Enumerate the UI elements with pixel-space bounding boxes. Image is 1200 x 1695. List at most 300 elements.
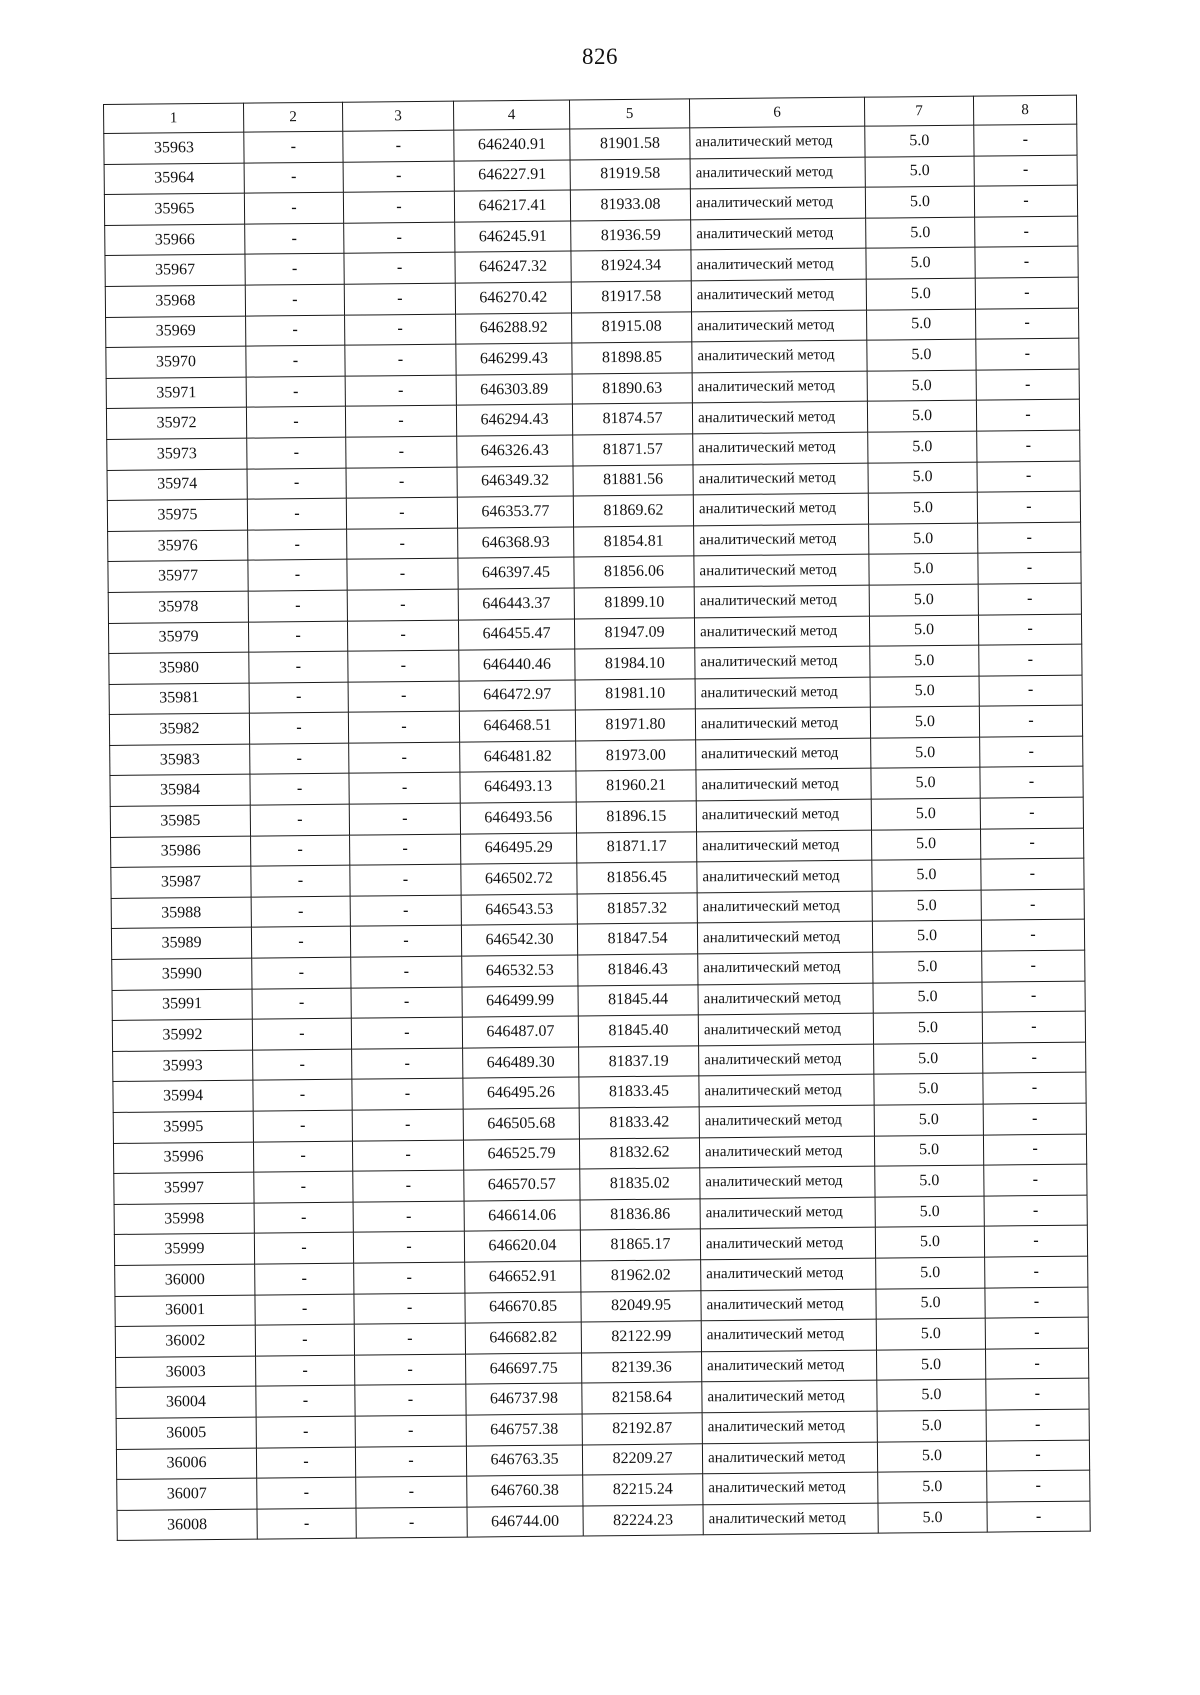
x-coordinate-cell: 646543.53: [461, 894, 577, 926]
column-header: 5: [569, 99, 689, 129]
cell-col3: -: [344, 283, 455, 315]
x-coordinate-cell: 646487.07: [462, 1016, 578, 1048]
y-coordinate-cell: 82192.87: [582, 1413, 702, 1445]
method-cell: аналитический метод: [702, 1380, 877, 1412]
y-coordinate-cell: 81833.42: [579, 1107, 699, 1139]
y-coordinate-cell: 81890.63: [572, 373, 692, 405]
cell-col2: -: [255, 1263, 354, 1295]
cell-col8: -: [978, 583, 1081, 615]
y-coordinate-cell: 81881.56: [573, 464, 693, 496]
y-coordinate-cell: 81874.57: [572, 403, 692, 435]
method-cell: аналитический метод: [697, 860, 872, 892]
point-number-cell: 35977: [108, 560, 248, 592]
cell-col2: -: [248, 559, 347, 591]
cell-col2: -: [252, 957, 351, 989]
cell-col3: -: [353, 1201, 464, 1233]
cell-col2: -: [254, 1202, 353, 1234]
method-cell: аналитический метод: [703, 1503, 878, 1535]
method-cell: аналитический метод: [690, 157, 865, 189]
method-cell: аналитический метод: [696, 769, 871, 801]
y-coordinate-cell: 81899.10: [574, 587, 694, 619]
cell-col8: -: [980, 828, 1083, 860]
cell-col3: -: [350, 864, 461, 896]
point-number-cell: 35980: [109, 652, 249, 684]
point-number-cell: 36006: [116, 1448, 256, 1480]
method-cell: аналитический метод: [692, 402, 867, 434]
cell-col2: -: [252, 988, 351, 1020]
y-coordinate-cell: 82209.27: [582, 1443, 702, 1475]
method-cell: аналитический метод: [693, 432, 868, 464]
y-coordinate-cell: 82049.95: [581, 1290, 701, 1322]
coordinates-table: [103, 95, 1091, 1542]
cell-col2: -: [251, 927, 350, 959]
method-cell: аналитический метод: [702, 1350, 877, 1382]
method-cell: аналитический метод: [694, 585, 869, 617]
accuracy-cell: 5.0: [876, 1318, 985, 1350]
y-coordinate-cell: 82224.23: [583, 1505, 703, 1537]
point-number-cell: 35990: [112, 958, 252, 990]
cell-col2: -: [246, 345, 345, 377]
column-header: 4: [453, 100, 569, 130]
cell-col3: -: [348, 681, 459, 713]
x-coordinate-cell: 646744.00: [467, 1506, 583, 1538]
cell-col3: -: [355, 1384, 466, 1416]
y-coordinate-cell: 81915.08: [572, 311, 692, 343]
cell-col8: -: [976, 308, 1079, 340]
cell-col3: -: [348, 711, 459, 743]
method-cell: аналитический метод: [698, 983, 873, 1015]
cell-col8: -: [984, 1164, 1087, 1196]
accuracy-cell: 5.0: [875, 1226, 984, 1258]
accuracy-cell: 5.0: [875, 1196, 984, 1228]
x-coordinate-cell: 646532.53: [462, 955, 578, 987]
method-cell: аналитический метод: [698, 952, 873, 984]
point-number-cell: 36001: [115, 1295, 255, 1327]
accuracy-cell: 5.0: [874, 1135, 983, 1167]
cell-col2: -: [256, 1416, 355, 1448]
x-coordinate-cell: 646245.91: [455, 221, 571, 253]
method-cell: аналитический метод: [691, 279, 866, 311]
x-coordinate-cell: 646737.98: [466, 1383, 582, 1415]
accuracy-cell: 5.0: [866, 278, 975, 310]
method-cell: аналитический метод: [694, 554, 869, 586]
cell-col2: -: [250, 774, 349, 806]
method-cell: аналитический метод: [692, 340, 867, 372]
y-coordinate-cell: 81936.59: [571, 220, 691, 252]
cell-col2: -: [246, 376, 345, 408]
x-coordinate-cell: 646217.41: [454, 190, 570, 222]
method-cell: аналитический метод: [699, 1075, 874, 1107]
method-cell: аналитический метод: [694, 616, 869, 648]
method-cell: аналитический метод: [690, 126, 865, 158]
accuracy-cell: 5.0: [876, 1349, 985, 1381]
x-coordinate-cell: 646240.91: [454, 129, 570, 161]
x-coordinate-cell: 646270.42: [455, 282, 571, 314]
method-cell: аналитический метод: [698, 1013, 873, 1045]
x-coordinate-cell: 646763.35: [466, 1444, 582, 1476]
y-coordinate-cell: 81962.02: [581, 1260, 701, 1292]
cell-col3: -: [349, 742, 460, 774]
cell-col8: -: [976, 399, 1079, 431]
cell-col3: -: [347, 589, 458, 621]
method-cell: аналитический метод: [692, 310, 867, 342]
cell-col8: -: [977, 430, 1080, 462]
cell-col8: -: [985, 1348, 1088, 1380]
point-number-cell: 35976: [108, 530, 248, 562]
cell-col3: -: [356, 1507, 467, 1539]
method-cell: аналитический метод: [702, 1411, 877, 1443]
point-number-cell: 35968: [105, 285, 245, 317]
accuracy-cell: 5.0: [877, 1410, 986, 1442]
cell-col3: -: [349, 773, 460, 805]
method-cell: аналитический метод: [696, 799, 871, 831]
x-coordinate-cell: 646368.93: [458, 527, 574, 559]
x-coordinate-cell: 646247.32: [455, 251, 571, 283]
accuracy-cell: 5.0: [867, 370, 976, 402]
point-number-cell: 35998: [114, 1203, 254, 1235]
cell-col2: -: [248, 529, 347, 561]
y-coordinate-cell: 81856.45: [577, 862, 697, 894]
x-coordinate-cell: 646499.99: [462, 986, 578, 1018]
cell-col8: -: [983, 1134, 1086, 1166]
y-coordinate-cell: 81917.58: [571, 281, 691, 313]
point-number-cell: 35964: [104, 163, 244, 195]
y-coordinate-cell: 81854.81: [574, 526, 694, 558]
method-cell: аналитический метод: [691, 218, 866, 250]
y-coordinate-cell: 81924.34: [571, 250, 691, 282]
cell-col2: -: [250, 743, 349, 775]
cell-col2: -: [256, 1447, 355, 1479]
x-coordinate-cell: 646227.91: [454, 160, 570, 192]
y-coordinate-cell: 81865.17: [580, 1229, 700, 1261]
point-number-cell: 35979: [108, 622, 248, 654]
cell-col3: -: [351, 1017, 462, 1049]
y-coordinate-cell: 81973.00: [576, 740, 696, 772]
accuracy-cell: 5.0: [868, 462, 977, 494]
accuracy-cell: 5.0: [874, 1104, 983, 1136]
cell-col2: -: [253, 1110, 352, 1142]
cell-col8: -: [980, 736, 1083, 768]
point-number-cell: 35984: [110, 775, 250, 807]
cell-col3: -: [354, 1262, 465, 1294]
accuracy-cell: 5.0: [877, 1441, 986, 1473]
cell-col8: -: [977, 491, 1080, 523]
point-number-cell: 35995: [113, 1111, 253, 1143]
point-number-cell: 35965: [104, 193, 244, 225]
method-cell: аналитический метод: [702, 1442, 877, 1474]
point-number-cell: 35986: [111, 836, 251, 868]
cell-col8: -: [982, 1011, 1085, 1043]
y-coordinate-cell: 81960.21: [576, 770, 696, 802]
cell-col3: -: [346, 467, 457, 499]
cell-col8: -: [986, 1409, 1089, 1441]
accuracy-cell: 5.0: [878, 1502, 987, 1534]
accuracy-cell: 5.0: [870, 706, 979, 738]
accuracy-cell: 5.0: [868, 492, 977, 524]
point-number-cell: 35997: [114, 1172, 254, 1204]
table-body: [104, 124, 1090, 1541]
method-cell: аналитический метод: [695, 677, 870, 709]
method-cell: аналитический метод: [694, 524, 869, 556]
cell-col8: -: [983, 1103, 1086, 1135]
accuracy-cell: 5.0: [866, 248, 975, 280]
accuracy-cell: 5.0: [871, 798, 980, 830]
cell-col3: -: [345, 375, 456, 407]
cell-col2: -: [244, 162, 343, 194]
cell-col3: -: [352, 1109, 463, 1141]
cell-col8: -: [983, 1073, 1086, 1105]
column-header: 8: [973, 95, 1076, 125]
x-coordinate-cell: 646570.57: [464, 1169, 580, 1201]
cell-col3: -: [343, 130, 454, 162]
cell-col8: -: [984, 1195, 1087, 1227]
accuracy-cell: 5.0: [865, 156, 974, 188]
cell-col2: -: [244, 131, 343, 163]
point-number-cell: 36000: [115, 1264, 255, 1296]
cell-col3: -: [351, 956, 462, 988]
cell-col3: -: [343, 191, 454, 223]
accuracy-cell: 5.0: [875, 1165, 984, 1197]
accuracy-cell: 5.0: [866, 217, 975, 249]
cell-col3: -: [345, 344, 456, 376]
cell-col3: -: [343, 161, 454, 193]
cell-col3: -: [355, 1354, 466, 1386]
cell-col3: -: [344, 222, 455, 254]
accuracy-cell: 5.0: [872, 829, 981, 861]
accuracy-cell: 5.0: [873, 1012, 982, 1044]
y-coordinate-cell: 81869.62: [573, 495, 693, 527]
y-coordinate-cell: 82122.99: [581, 1321, 701, 1353]
cell-col3: -: [347, 558, 458, 590]
y-coordinate-cell: 82139.36: [582, 1352, 702, 1384]
cell-col2: -: [256, 1355, 355, 1387]
method-cell: аналитический метод: [692, 371, 867, 403]
point-number-cell: 35999: [114, 1233, 254, 1265]
x-coordinate-cell: 646455.47: [458, 618, 574, 650]
method-cell: аналитический метод: [700, 1166, 875, 1198]
cell-col2: -: [255, 1294, 354, 1326]
point-number-cell: 35967: [105, 255, 245, 287]
method-cell: аналитический метод: [699, 1136, 874, 1168]
x-coordinate-cell: 646481.82: [460, 741, 576, 773]
accuracy-cell: 5.0: [867, 400, 976, 432]
cell-col2: -: [251, 865, 350, 897]
cell-col2: -: [246, 315, 345, 347]
cell-col8: -: [978, 552, 1081, 584]
cell-col3: -: [354, 1293, 465, 1325]
cell-col8: -: [979, 675, 1082, 707]
method-cell: аналитический метод: [693, 493, 868, 525]
method-cell: аналитический метод: [696, 738, 871, 770]
cell-col8: -: [981, 920, 1084, 952]
cell-col2: -: [257, 1477, 356, 1509]
y-coordinate-cell: 81836.86: [580, 1199, 700, 1231]
cell-col3: -: [345, 405, 456, 437]
method-cell: аналитический метод: [700, 1228, 875, 1260]
y-coordinate-cell: 81947.09: [574, 617, 694, 649]
cell-col2: -: [245, 284, 344, 316]
accuracy-cell: 5.0: [873, 982, 982, 1014]
point-number-cell: 35974: [107, 469, 247, 501]
point-number-cell: 35996: [113, 1142, 253, 1174]
cell-col3: -: [356, 1476, 467, 1508]
point-number-cell: 36002: [115, 1325, 255, 1357]
accuracy-cell: 5.0: [877, 1379, 986, 1411]
accuracy-cell: 5.0: [872, 859, 981, 891]
y-coordinate-cell: 82158.64: [582, 1382, 702, 1414]
cell-col2: -: [246, 407, 345, 439]
cell-col2: -: [253, 1080, 352, 1112]
cell-col2: -: [254, 1233, 353, 1265]
cell-col3: -: [354, 1323, 465, 1355]
cell-col8: -: [974, 185, 1077, 217]
x-coordinate-cell: 646440.46: [459, 649, 575, 681]
x-coordinate-cell: 646542.30: [461, 924, 577, 956]
cell-col2: -: [252, 1018, 351, 1050]
y-coordinate-cell: 81919.58: [570, 158, 690, 190]
cell-col2: -: [248, 621, 347, 653]
accuracy-cell: 5.0: [870, 676, 979, 708]
point-number-cell: 35992: [112, 1019, 252, 1051]
x-coordinate-cell: 646294.43: [456, 404, 572, 436]
cell-col8: -: [985, 1287, 1088, 1319]
point-number-cell: 35978: [108, 591, 248, 623]
cell-col2: -: [247, 498, 346, 530]
y-coordinate-cell: 82215.24: [583, 1474, 703, 1506]
cell-col2: -: [248, 590, 347, 622]
cell-col8: -: [979, 705, 1082, 737]
column-header: 3: [342, 101, 453, 131]
cell-col2: -: [256, 1385, 355, 1417]
accuracy-cell: 5.0: [869, 584, 978, 616]
column-header: 2: [243, 102, 342, 132]
cell-col8: -: [981, 858, 1084, 890]
x-coordinate-cell: 646489.30: [463, 1047, 579, 1079]
cell-col8: -: [986, 1378, 1089, 1410]
x-coordinate-cell: 646525.79: [463, 1139, 579, 1171]
method-cell: аналитический метод: [700, 1197, 875, 1229]
cell-col8: -: [978, 522, 1081, 554]
y-coordinate-cell: 81933.08: [570, 189, 690, 221]
x-coordinate-cell: 646505.68: [463, 1108, 579, 1140]
column-header: 7: [864, 96, 973, 126]
cell-col8: -: [980, 797, 1083, 829]
point-number-cell: 36004: [116, 1386, 256, 1418]
point-number-cell: 36008: [117, 1509, 257, 1541]
cell-col3: -: [347, 528, 458, 560]
method-cell: аналитический метод: [703, 1472, 878, 1504]
cell-col8: -: [976, 369, 1079, 401]
cell-col8: -: [979, 644, 1082, 676]
y-coordinate-cell: 81971.80: [575, 709, 695, 741]
cell-col3: -: [346, 497, 457, 529]
accuracy-cell: 5.0: [871, 768, 980, 800]
cell-col8: -: [977, 461, 1080, 493]
accuracy-cell: 5.0: [870, 645, 979, 677]
y-coordinate-cell: 81857.32: [577, 893, 697, 925]
point-number-cell: 35975: [107, 499, 247, 531]
accuracy-cell: 5.0: [867, 309, 976, 341]
x-coordinate-cell: 646495.29: [461, 833, 577, 865]
cell-col8: -: [975, 247, 1078, 279]
accuracy-cell: 5.0: [869, 615, 978, 647]
point-number-cell: 35966: [105, 224, 245, 256]
cell-col8: -: [986, 1440, 1089, 1472]
cell-col3: -: [345, 314, 456, 346]
cell-col8: -: [976, 338, 1079, 370]
method-cell: аналитический метод: [690, 187, 865, 219]
method-cell: аналитический метод: [697, 922, 872, 954]
y-coordinate-cell: 81832.62: [579, 1137, 699, 1169]
x-coordinate-cell: 646502.72: [461, 863, 577, 895]
y-coordinate-cell: 81901.58: [570, 128, 690, 160]
y-coordinate-cell: 81896.15: [576, 801, 696, 833]
y-coordinate-cell: 81856.06: [574, 556, 694, 588]
x-coordinate-cell: 646495.26: [463, 1077, 579, 1109]
page-number: 826: [582, 44, 618, 69]
cell-col8: -: [975, 277, 1078, 309]
x-coordinate-cell: 646652.91: [465, 1261, 581, 1293]
x-coordinate-cell: 646760.38: [467, 1475, 583, 1507]
x-coordinate-cell: 646620.04: [464, 1230, 580, 1262]
accuracy-cell: 5.0: [871, 737, 980, 769]
x-coordinate-cell: 646299.43: [456, 343, 572, 375]
y-coordinate-cell: 81835.02: [580, 1168, 700, 1200]
accuracy-cell: 5.0: [873, 951, 982, 983]
x-coordinate-cell: 646493.56: [460, 802, 576, 834]
cell-col8: -: [974, 155, 1077, 187]
x-coordinate-cell: 646303.89: [456, 374, 572, 406]
cell-col8: -: [982, 950, 1085, 982]
accuracy-cell: 5.0: [872, 890, 981, 922]
cell-col3: -: [350, 834, 461, 866]
cell-col8: -: [983, 1042, 1086, 1074]
cell-col2: -: [251, 896, 350, 928]
point-number-cell: 35972: [106, 407, 246, 439]
x-coordinate-cell: 646682.82: [465, 1322, 581, 1354]
accuracy-cell: 5.0: [869, 523, 978, 555]
point-number-cell: 35991: [112, 989, 252, 1021]
cell-col2: -: [249, 651, 348, 683]
accuracy-cell: 5.0: [869, 553, 978, 585]
column-header: 6: [689, 97, 864, 128]
y-coordinate-cell: 81845.44: [578, 984, 698, 1016]
point-number-cell: 35994: [113, 1081, 253, 1113]
accuracy-cell: 5.0: [876, 1257, 985, 1289]
cell-col3: -: [352, 1140, 463, 1172]
y-coordinate-cell: 81833.45: [579, 1076, 699, 1108]
y-coordinate-cell: 81845.40: [578, 1015, 698, 1047]
y-coordinate-cell: 81871.17: [577, 831, 697, 863]
cell-col3: -: [350, 926, 461, 958]
point-number-cell: 35987: [111, 866, 251, 898]
cell-col2: -: [249, 682, 348, 714]
point-number-cell: 35973: [107, 438, 247, 470]
accuracy-cell: 5.0: [865, 125, 974, 157]
point-number-cell: 35970: [106, 346, 246, 378]
point-number-cell: 35988: [111, 897, 251, 929]
method-cell: аналитический метод: [697, 891, 872, 923]
x-coordinate-cell: 646697.75: [466, 1353, 582, 1385]
cell-col2: -: [245, 254, 344, 286]
cell-col8: -: [978, 614, 1081, 646]
y-coordinate-cell: 81846.43: [578, 954, 698, 986]
x-coordinate-cell: 646472.97: [459, 680, 575, 712]
cell-col8: -: [987, 1501, 1090, 1533]
point-number-cell: 35981: [109, 683, 249, 715]
cell-col8: -: [975, 216, 1078, 248]
accuracy-cell: 5.0: [865, 186, 974, 218]
